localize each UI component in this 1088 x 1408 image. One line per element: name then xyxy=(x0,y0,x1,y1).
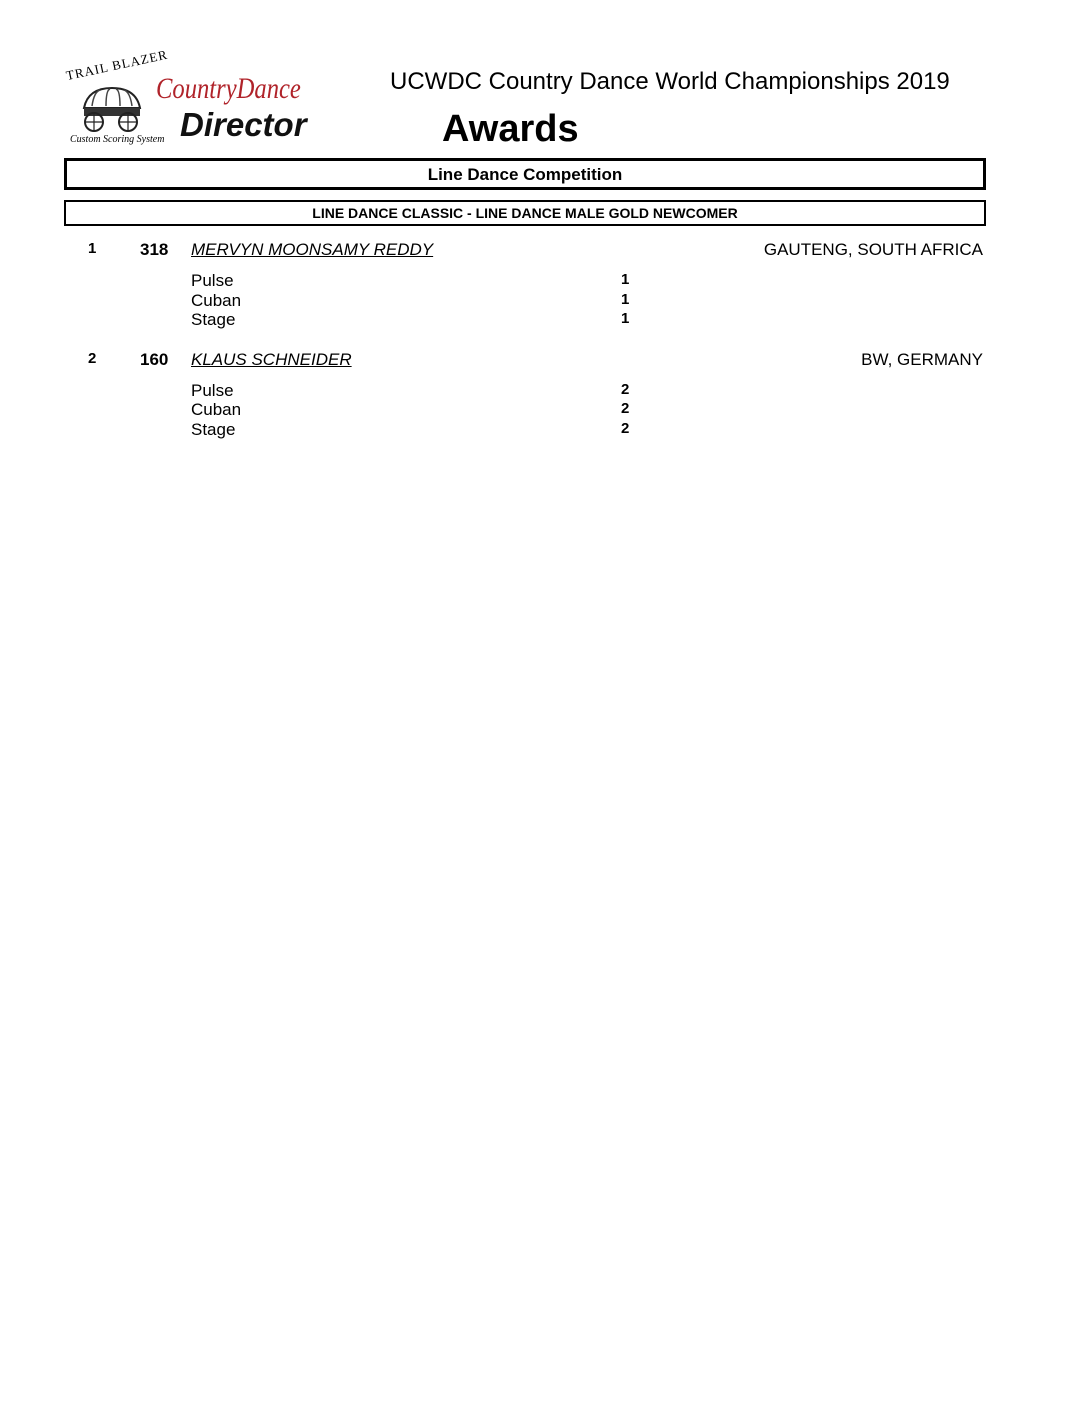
dance-name: Stage xyxy=(191,310,236,329)
result-place: 2 xyxy=(88,350,97,367)
event-title: UCWDC Country Dance World Championships 2019 xyxy=(390,68,950,95)
page-title: Awards xyxy=(442,108,579,150)
competitor-number: 160 xyxy=(140,350,169,369)
dance-name: Cuban xyxy=(191,400,242,419)
result-place: 1 xyxy=(88,240,97,257)
dance-place: 2 xyxy=(621,381,630,398)
dance-place: 1 xyxy=(621,271,630,288)
dance-name: Stage xyxy=(191,420,236,439)
dance-place: 1 xyxy=(621,310,630,327)
logo-trail-text: TRAIL BLAZER xyxy=(64,46,170,84)
competitor-location: BW, GERMANY xyxy=(861,350,983,369)
competitor-name: KLAUS SCHNEIDER xyxy=(191,350,352,369)
competitor-location: GAUTENG, SOUTH AFRICA xyxy=(763,240,983,259)
competitor-number: 318 xyxy=(140,240,169,259)
category-title: LINE DANCE CLASSIC - LINE DANCE MALE GOLD NEWCOMER xyxy=(64,200,986,226)
logo-custom-text: Custom Scoring System xyxy=(70,134,165,145)
competition-title: Line Dance Competition xyxy=(64,158,986,190)
covered-wagon-icon xyxy=(78,84,148,134)
competitor-name: MERVYN MOONSAMY REDDY xyxy=(191,240,434,259)
dance-name: Pulse xyxy=(191,381,234,400)
dance-place: 1 xyxy=(621,291,630,308)
logo-director-text: Director xyxy=(180,106,307,143)
dance-place: 2 xyxy=(621,420,630,437)
logo xyxy=(64,46,314,154)
dance-name: Pulse xyxy=(191,271,234,290)
dance-place: 2 xyxy=(621,400,630,417)
dance-name: Cuban xyxy=(191,291,242,310)
logo-countrydance-text: CountryDance xyxy=(156,72,301,105)
